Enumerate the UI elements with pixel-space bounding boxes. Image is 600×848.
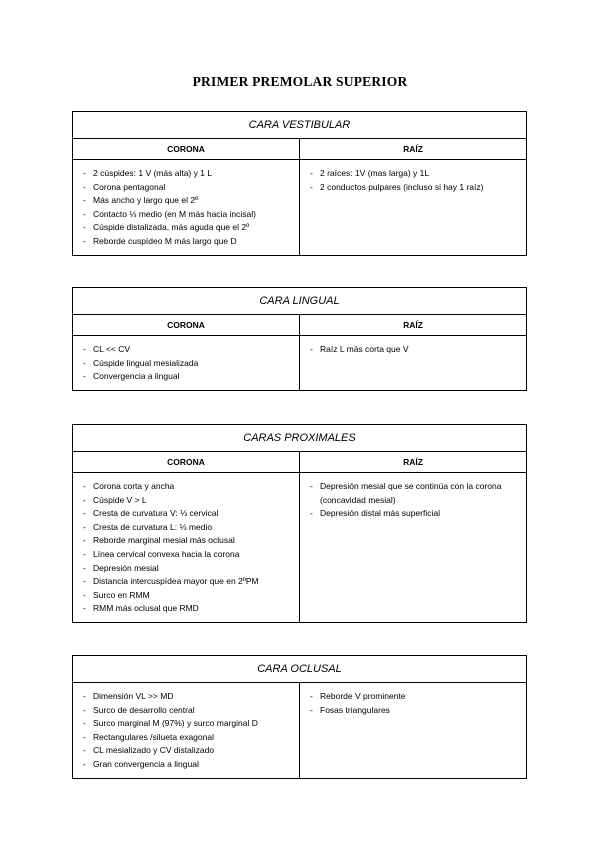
list-item: - 2 raíces: 1V (mas larga) y 1L	[310, 167, 526, 181]
list-item: - Rectangulares /silueta exagonal	[83, 731, 299, 745]
list-item: - 2 cúspides: 1 V (más alta) y 1 L	[83, 167, 299, 181]
list-item: - Fosas triangulares	[310, 704, 526, 718]
list-item: - Depresión mesial	[83, 562, 299, 576]
list-item: - Línea cervical convexa hacia la corona	[83, 548, 299, 562]
list-item: - Más ancho y largo que el 2º	[83, 194, 299, 208]
list-item: - Cúspide V > L	[83, 494, 299, 508]
list-item: - CL << CV	[83, 343, 299, 357]
list-item: - Contacto ⅓ medio (en M más hacia incisal)	[83, 208, 299, 222]
corona-list	[73, 336, 299, 390]
list-item: - Dimensión VL >> MD	[83, 690, 299, 704]
section-caption: CARA VESTIBULAR	[73, 112, 527, 139]
list-item: - Gran convergencia a lingual	[83, 758, 299, 772]
section-caption: CARA LINGUAL	[73, 288, 527, 315]
list-item: - Raíz L más corta que V	[310, 343, 526, 357]
raiz-list	[300, 160, 526, 200]
list-item: - CL mesializado y CV distalizado	[83, 744, 299, 758]
raiz-cell	[300, 683, 527, 779]
list-item: - Surco en RMM	[83, 589, 299, 603]
page-title: PRIMER PREMOLAR SUPERIOR	[192, 74, 408, 89]
section-cara-oclusal	[72, 655, 527, 779]
list-item: - Cresta de curvatura L: ⅓ medio	[83, 521, 299, 535]
raiz-list	[300, 336, 526, 363]
list-item: - Convergencia a lingual	[83, 370, 299, 384]
section-caras-proximales	[72, 424, 527, 623]
raiz-cell	[300, 160, 527, 256]
corona-header: CORONA	[73, 139, 300, 160]
corona-cell	[73, 683, 300, 779]
list-item: - Cresta de curvatura V: ⅓ cervical	[83, 507, 299, 521]
list-item: - Depresión mesial que se continúa con la corona (concavidad mesial)	[310, 480, 526, 507]
raiz-list	[300, 683, 526, 723]
corona-list	[73, 160, 299, 255]
section-caption: CARAS PROXIMALES	[73, 425, 527, 452]
corona-header: CORONA	[73, 315, 300, 336]
corona-list	[73, 683, 299, 778]
list-item: - Corona corta y ancha	[83, 480, 299, 494]
list-item: - Cúspide distalizada, más aguda que el 2º	[83, 221, 299, 235]
section-caption: CARA OCLUSAL	[73, 656, 527, 683]
section-cara-vestibular	[72, 111, 527, 256]
list-item: - Reborde V prominente	[310, 690, 526, 704]
list-item: - Surco de desarrollo central	[83, 704, 299, 718]
list-item: - Corona pentagonal	[83, 181, 299, 195]
corona-list	[73, 473, 299, 622]
raiz-header: RAÍZ	[300, 139, 527, 160]
corona-cell	[73, 473, 300, 623]
section-cara-lingual	[72, 287, 527, 391]
raiz-header: RAÍZ	[300, 315, 527, 336]
corona-header: CORONA	[73, 452, 300, 473]
list-item: - Reborde cuspídeo M más largo que D	[83, 235, 299, 249]
corona-cell	[73, 336, 300, 391]
list-item: - Depresión distal más superficial	[310, 507, 526, 521]
list-item: - 2 conductos pulpares (incluso si hay 1 raíz)	[310, 181, 526, 195]
list-item: - RMM más oclusal que RMD	[83, 602, 299, 616]
list-item: - Surco marginal M (97%) y surco marginal D	[83, 717, 299, 731]
raiz-cell	[300, 336, 527, 391]
raiz-header: RAÍZ	[300, 452, 527, 473]
corona-cell	[73, 160, 300, 256]
raiz-list	[300, 473, 526, 527]
list-item: - Cúspide lingual mesializada	[83, 357, 299, 371]
list-item: - Reborde marginal mesial más oclusal	[83, 534, 299, 548]
list-item: - Distancia intercuspídea mayor que en 2ºPM	[83, 575, 299, 589]
raiz-cell	[300, 473, 527, 623]
